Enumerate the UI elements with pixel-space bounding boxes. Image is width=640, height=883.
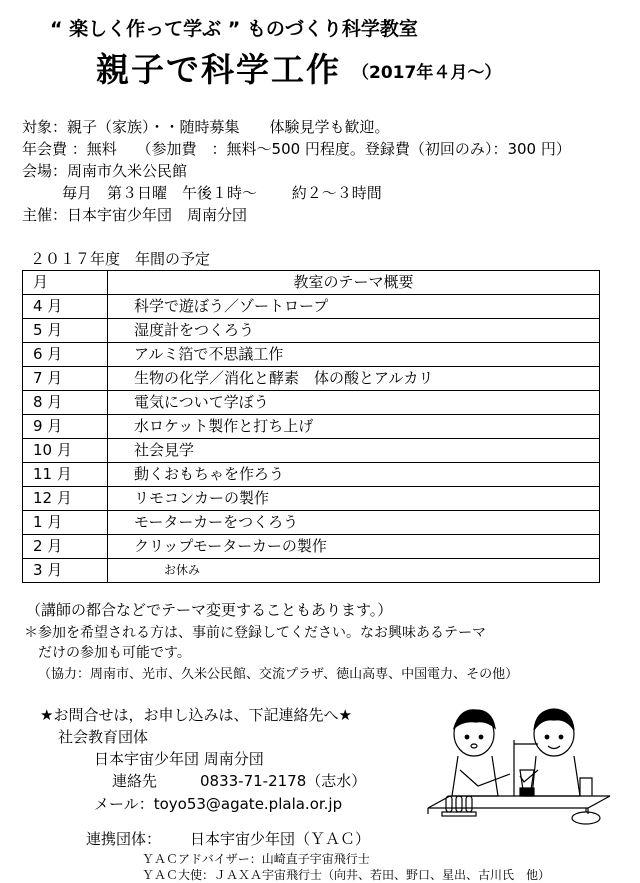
table-heading: ２０１７年度 年間の予定	[30, 250, 211, 268]
table-row	[23, 487, 600, 511]
email-address[interactable]: toyo53@agate.plala.or.jp	[153, 795, 343, 813]
row-theme: 電気について学ぼう	[108, 391, 600, 415]
row-month: 10 月	[23, 439, 108, 463]
organization-type: 社会教育団体	[58, 728, 149, 746]
row-theme: アルミ箔で不思議工作	[108, 343, 600, 367]
boy-left-icon	[452, 710, 510, 796]
row-theme: 水ロケット製作と打ち上げ	[108, 415, 600, 439]
row-theme: 生物の化学／消化と酵素 体の酸とアルカリ	[108, 367, 600, 391]
row-theme: 湿度計をつくろう	[108, 319, 600, 343]
info-host: 主催：日本宇宙少年団 周南分団	[22, 206, 248, 224]
schedule-table	[22, 270, 600, 583]
info-venue: 会場：周南市久米公民館	[22, 162, 188, 180]
phone-number[interactable]: 0833-71-2178（志水）	[200, 772, 367, 790]
boy-right-icon	[520, 709, 580, 796]
page-title: 親子で科学工作	[96, 50, 341, 89]
row-month: 3 月	[23, 559, 108, 583]
row-theme: クリップモーターカーの製作	[108, 535, 600, 559]
children-experiment-illustration	[420, 700, 620, 840]
contact-email-line	[94, 793, 342, 814]
row-month: 6 月	[23, 343, 108, 367]
partner-name: 日本宇宙少年団（ＹＡＣ）	[190, 830, 371, 848]
partner-label: 連携団体：	[86, 830, 162, 848]
column-header-month: 月	[23, 271, 108, 295]
email-label: メール：	[94, 795, 154, 813]
info-schedule: 毎月 第３日曜 午後１時～ 約２～３時間	[62, 184, 382, 202]
row-theme: リモコンカーの製作	[108, 487, 600, 511]
row-theme: お休み	[108, 559, 600, 583]
phone-label: 連絡先	[112, 772, 158, 790]
registration-note-continued: だけの参加も可能です。	[38, 645, 191, 661]
start-date: （2017年４月～）	[352, 63, 502, 83]
row-theme: 科学で遊ぼう／ゾートロープ	[108, 295, 600, 319]
table-header-row	[23, 271, 600, 295]
table-row	[23, 535, 600, 559]
row-month: 2 月	[23, 535, 108, 559]
info-target: 対象：親子（家族）・・随時募集 体験見学も歓迎。	[22, 118, 390, 136]
row-theme: 社会見学	[108, 439, 600, 463]
organization-name: 日本宇宙少年団 周南分団	[94, 750, 264, 768]
table-row	[23, 511, 600, 535]
column-header-theme: 教室のテーマ概要	[108, 271, 600, 295]
yac-advisor: ＹＡＣアドバイザー：山崎直子宇宙飛行士	[142, 852, 370, 866]
row-month: 8 月	[23, 391, 108, 415]
tagline: “ 楽しく作って学ぶ ” ものづくり科学教室	[50, 18, 418, 40]
row-theme: 動くおもちゃを作ろう	[108, 463, 600, 487]
row-month: 4 月	[23, 295, 108, 319]
contact-heading: ★お問合せは，お申し込みは、下記連絡先へ★	[40, 706, 352, 724]
info-fee: 年会費 ：無料 （参加費 ：無料～500 円程度。登録費（初回のみ）：300 円）	[22, 140, 571, 158]
row-month: 9 月	[23, 415, 108, 439]
row-month: 1 月	[23, 511, 108, 535]
row-theme: モーターカーをつくろう	[108, 511, 600, 535]
contact-phone-line	[112, 770, 366, 791]
table-row	[23, 415, 600, 439]
partner-line	[86, 828, 370, 849]
registration-note: ＊参加を希望される方は、事前に登録してください。なお興味あるテーマ	[24, 625, 486, 641]
table-icon	[428, 796, 610, 814]
row-month: 7 月	[23, 367, 108, 391]
table-row	[23, 463, 600, 487]
table-row	[23, 559, 600, 583]
table-row	[23, 343, 600, 367]
cooperation-note: （協力：周南市、光市、久米公民館、交流プラザ、徳山高専、中国電力、その他）	[38, 667, 519, 682]
table-row	[23, 439, 600, 463]
row-month: 12 月	[23, 487, 108, 511]
row-month: 11 月	[23, 463, 108, 487]
row-month: 5 月	[23, 319, 108, 343]
change-note: （講師の都合などでテーマ変更することもあります。）	[26, 601, 393, 619]
table-row	[23, 319, 600, 343]
table-row	[23, 391, 600, 415]
table-row	[23, 295, 600, 319]
table-row	[23, 367, 600, 391]
yac-ambassador: ＹＡＣ大使：ＪＡＸＡ宇宙飛行士（向井、若田、野口、星出、古川氏 他）	[142, 868, 551, 882]
